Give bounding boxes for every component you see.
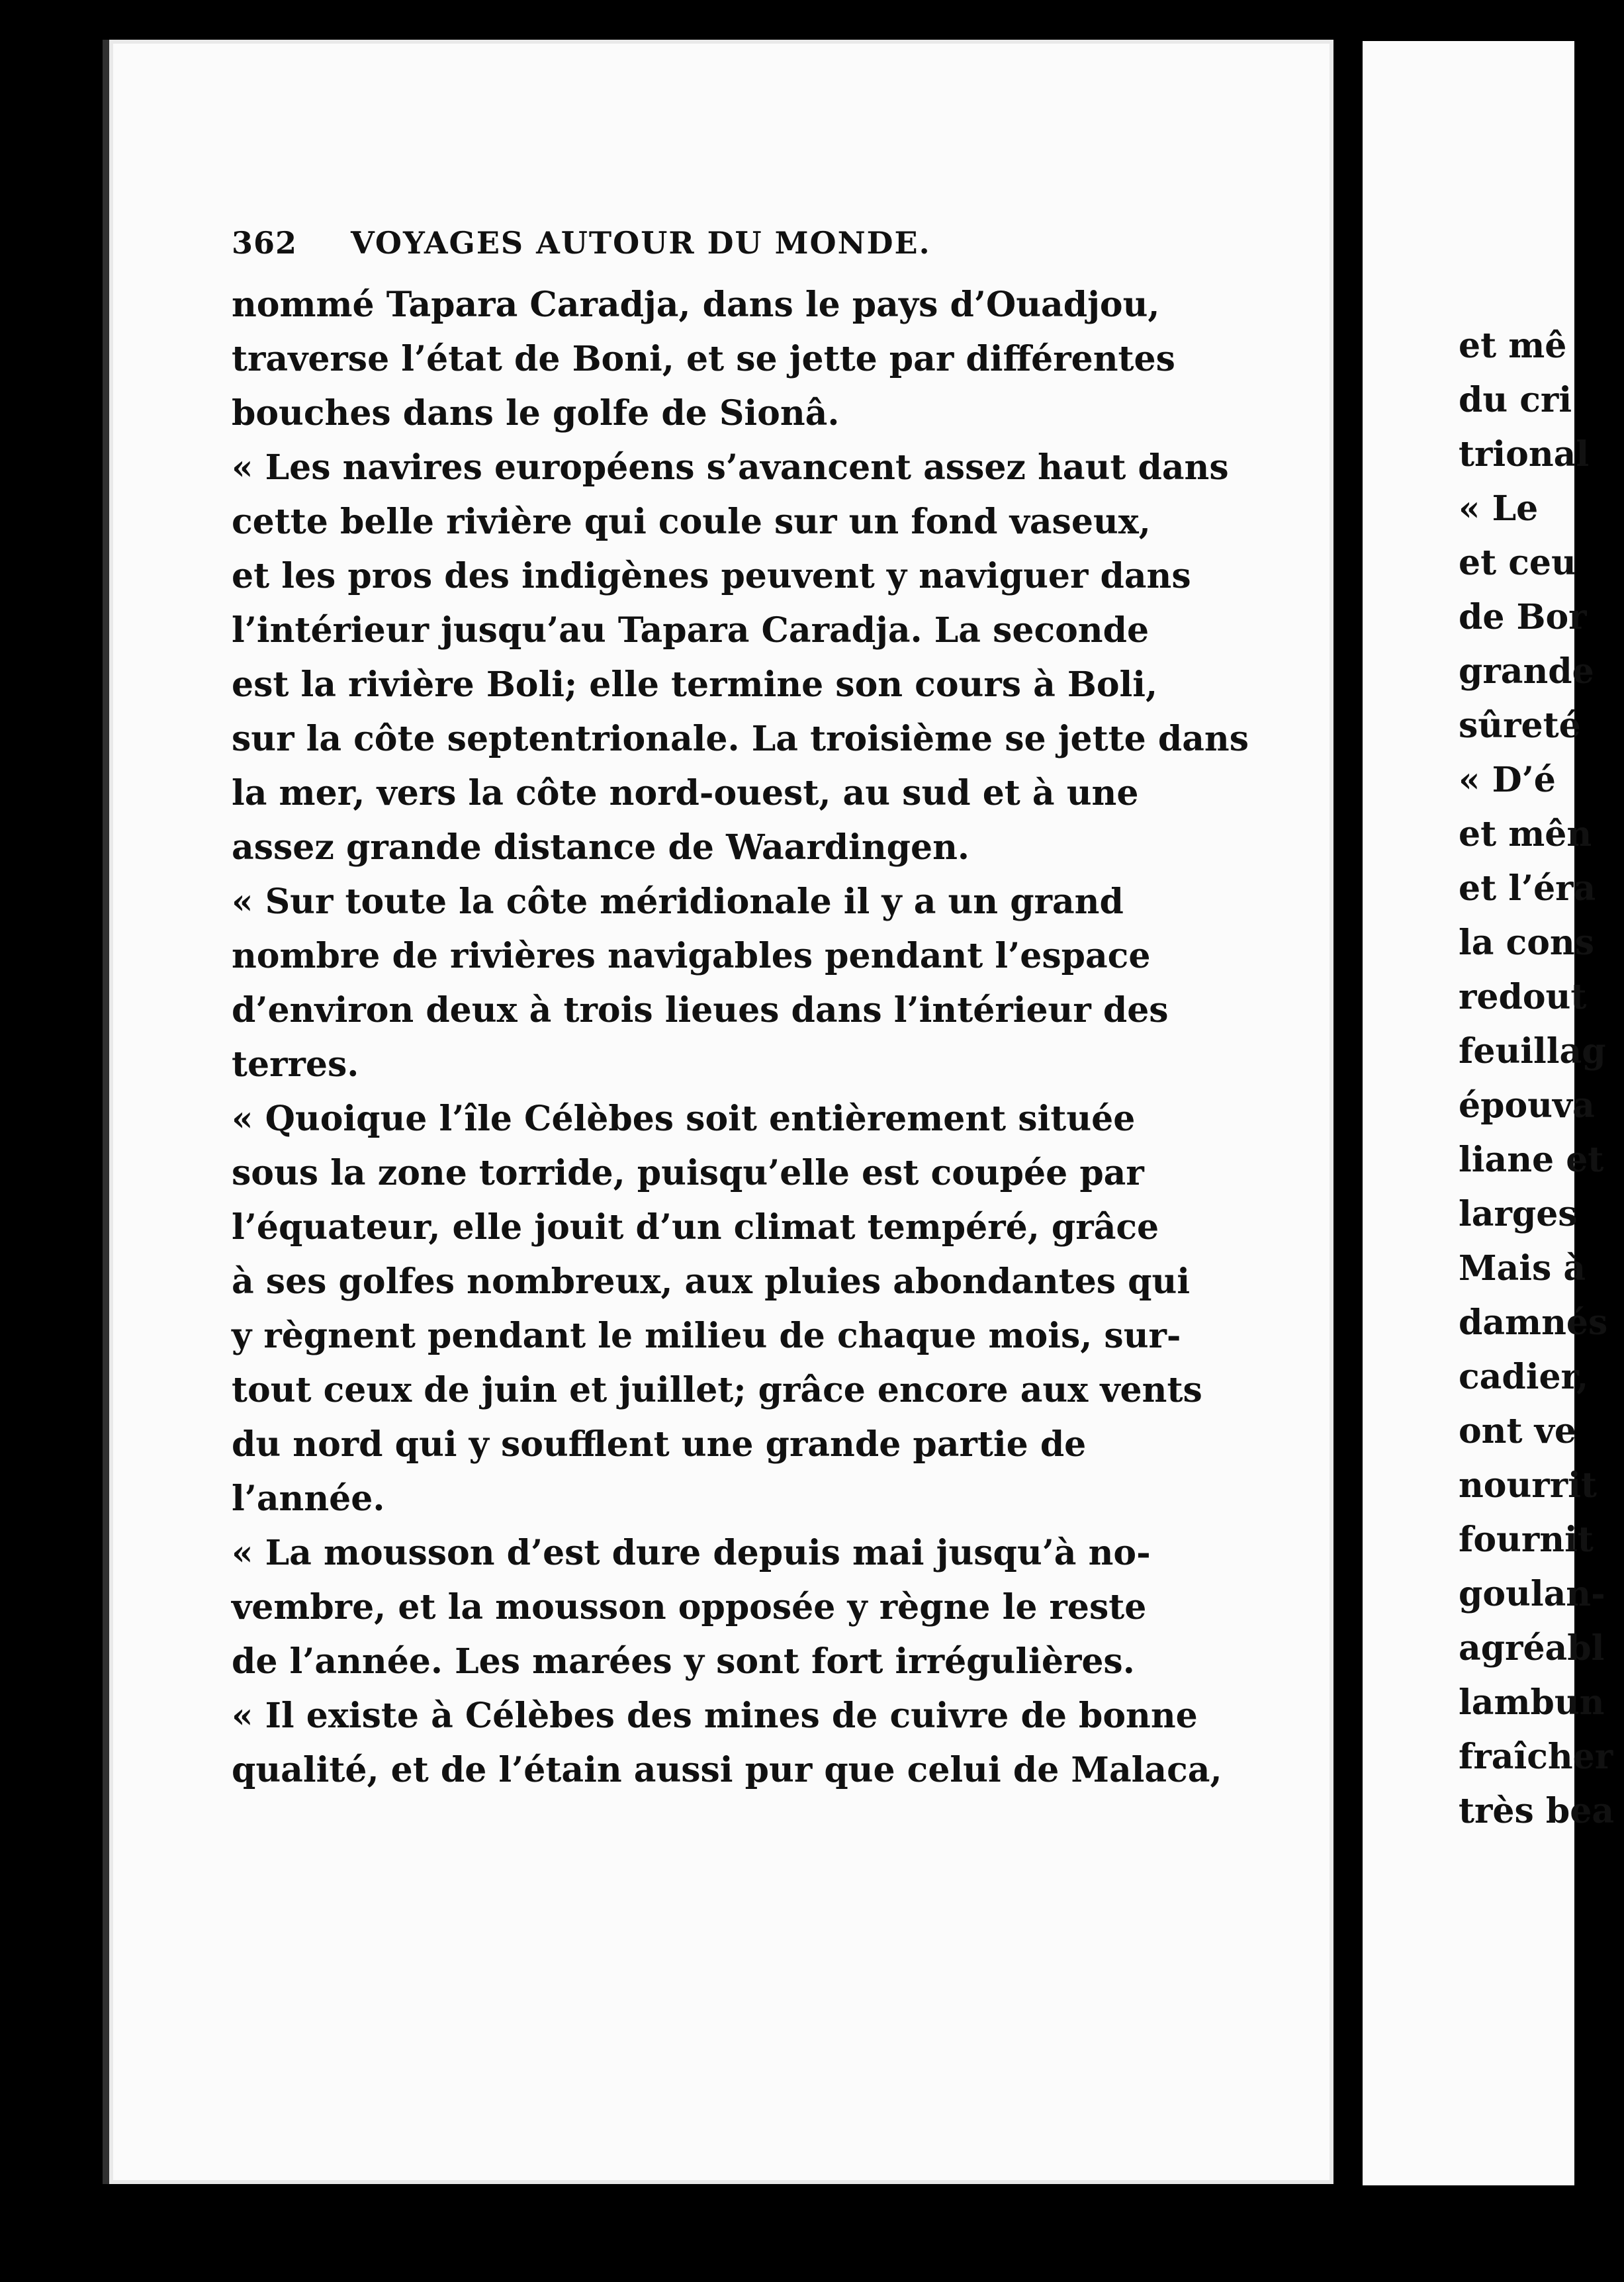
text-line: épouva (1459, 1085, 1595, 1126)
text-line: Mais à (1459, 1248, 1586, 1289)
text-line: goulan- (1459, 1574, 1605, 1614)
text-line: « Il existe à Célèbes des mines de cuivre de bonne (232, 1696, 1198, 1736)
text-line: à ses golfes nombreux, aux pluies abondantes qui (232, 1261, 1191, 1302)
text-line: feuillag (1459, 1031, 1606, 1072)
text-line: d’environ deux à trois lieues dans l’intérieur des (232, 990, 1169, 1030)
text-line: « Les navires européens s’avancent assez haut dans (232, 447, 1229, 488)
text-line: du cri (1459, 380, 1572, 420)
text-line: du nord qui y soufflent une grande partie de (232, 1424, 1087, 1465)
text-line: traverse l’état de Boni, et se jette par différentes (232, 339, 1175, 379)
text-line: redout (1459, 977, 1587, 1017)
right-page-text (1459, 319, 1624, 1839)
text-line: fraîcher (1459, 1737, 1613, 1777)
text-line: et ceu (1459, 543, 1576, 583)
text-line: de Bor (1459, 597, 1587, 637)
text-line: et l’éra (1459, 868, 1596, 909)
page-header (232, 225, 1171, 261)
text-line: assez grande distance de Waardingen. (232, 827, 970, 868)
text-line: damnés (1459, 1302, 1608, 1343)
text-line: « D’é (1459, 760, 1556, 800)
text-line: lambun (1459, 1682, 1605, 1723)
text-line: très bea (1459, 1791, 1615, 1831)
page-number: 362 (232, 225, 298, 261)
text-line: y règnent pendant le milieu de chaque mois, sur- (232, 1316, 1181, 1356)
text-line: cette belle rivière qui coule sur un fond vaseux, (232, 502, 1151, 542)
right-page (1360, 41, 1615, 2185)
text-line: la cons (1459, 923, 1594, 963)
text-line: nommé Tapara Caradja, dans le pays d’Ouadjou, (232, 285, 1160, 325)
text-line: bouches dans le golfe de Sionâ. (232, 393, 840, 434)
text-line: « La mousson d’est dure depuis mai jusqu’à no- (232, 1533, 1151, 1573)
text-line: la mer, vers la côte nord-ouest, au sud et à une (232, 773, 1139, 813)
text-line: qualité, et de l’étain aussi pur que celui de Malaca, (232, 1750, 1222, 1790)
text-line: et mên (1459, 814, 1592, 854)
running-title: VOYAGES AUTOUR DU MONDE. (351, 225, 931, 261)
text-line: « Sur toute la côte méridionale il y a un grand (232, 882, 1124, 922)
text-line: cadier, (1459, 1357, 1589, 1397)
text-line: sous la zone torride, puisqu’elle est coupée par (232, 1153, 1144, 1193)
text-line: liane et (1459, 1140, 1604, 1180)
text-line: est la rivière Boli; elle termine son cours à Boli, (232, 664, 1158, 705)
text-line: tout ceux de juin et juillet; grâce encore aux vents (232, 1370, 1202, 1410)
text-line: l’année. (232, 1479, 385, 1519)
text-line: nourrit (1459, 1465, 1597, 1506)
text-line: terres. (232, 1044, 359, 1085)
text-line: l’équateur, elle jouit d’un climat tempéré, grâce (232, 1207, 1159, 1248)
text-line: l’intérieur jusqu’au Tapara Caradja. La seconde (232, 610, 1150, 651)
text-line: sûreté (1459, 706, 1581, 746)
text-line: ont ve (1459, 1411, 1576, 1451)
text-line: agréabl (1459, 1628, 1605, 1668)
text-line: « Le (1459, 488, 1539, 529)
text-line: et les pros des indigènes peuvent y naviguer dans (232, 556, 1191, 596)
text-line: vembre, et la mousson opposée y règne le reste (232, 1587, 1147, 1627)
text-line: larges (1459, 1194, 1578, 1234)
text-line: et mê (1459, 326, 1567, 366)
text-line: fournit (1459, 1520, 1594, 1560)
text-line: sur la côte septentrionale. La troisième se jette dans (232, 719, 1249, 759)
text-line: de l’année. Les marées y sont fort irrégulières. (232, 1641, 1135, 1682)
text-line: « Quoique l’île Célèbes soit entièrement située (232, 1099, 1136, 1139)
text-line: trional (1459, 434, 1590, 475)
text-line: grande (1459, 651, 1594, 692)
text-line: nombre de rivières navigables pendant l’espace (232, 936, 1151, 976)
left-page-text (232, 278, 1249, 1798)
